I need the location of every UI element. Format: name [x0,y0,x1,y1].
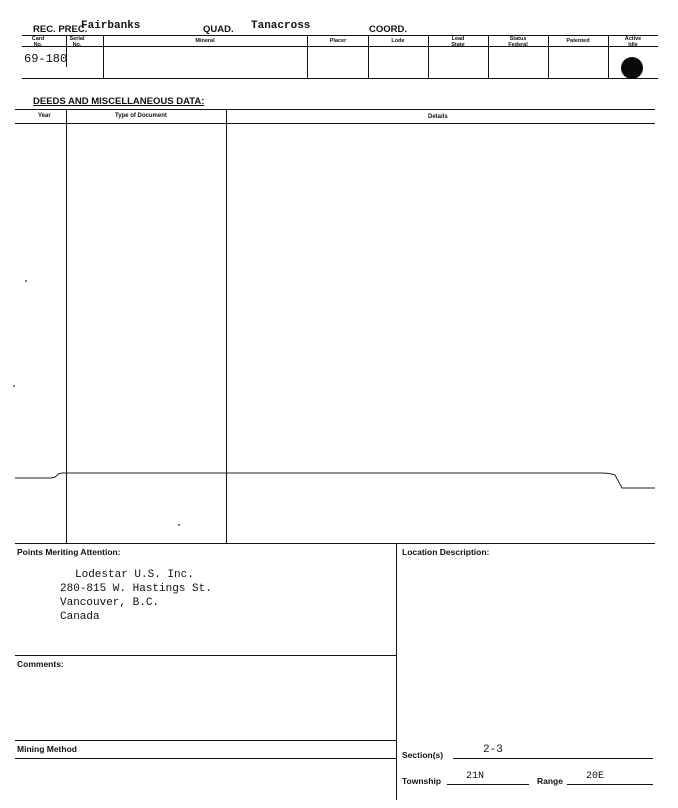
header-bottom-line [22,78,658,79]
deeds-col-type: Type of Document [115,113,167,119]
range-label: Range [537,776,563,786]
speck [178,524,180,526]
col-divider [368,35,369,78]
header-top-line [22,35,658,36]
rec-prec-label: REC. PREC. [33,24,88,35]
col-active-idle: Active Idle [624,36,642,48]
township-underline [447,784,529,785]
township-label: Township [402,776,442,786]
deeds-col-details: Details [428,114,448,120]
range-value: 20E [586,771,605,782]
rec-prec-value: Fairbanks [81,20,141,32]
bottom-vertical-divider [396,543,397,800]
township-value: 21N [466,771,485,782]
col-divider [548,35,549,78]
section-value: 2-3 [483,744,503,756]
card-no-value: 69-180 [24,52,68,66]
col-divider [488,35,489,78]
col-lode: Lode [391,38,405,44]
coord-label: COORD. [369,24,407,35]
section-underline [453,758,653,759]
mining-method-label: Mining Method [17,744,77,754]
comments-top-line [15,655,396,656]
col-serial-no: Serial No. [69,36,85,48]
points-label: Points Meriting Attention: [17,547,121,557]
col-divider [307,35,308,78]
page-fold-line [0,468,678,492]
col-mineral: Mineral [195,38,215,44]
range-underline [567,784,653,785]
speck [13,385,15,387]
col-patented: Patented [566,38,590,44]
col-card-no: Card No. [31,36,45,48]
col-lead-state: Lead State [451,36,465,48]
points-line-1: Lodestar U.S. Inc. [75,569,194,581]
location-label: Location Description: [402,547,490,557]
col-divider [608,35,609,78]
deeds-top-line [15,109,655,110]
deeds-bottom-line [15,543,655,544]
col-divider [103,35,104,78]
section-label: Section(s) [402,750,444,760]
points-line-4: Canada [60,611,100,623]
col-divider [428,35,429,78]
mining-top-line [15,740,396,741]
quad-value: Tanacross [251,20,311,32]
points-line-3: Vancouver, B.C. [60,597,160,609]
deeds-col-year: Year [38,113,51,119]
mining-bottom-line [15,758,396,759]
points-line-2: 280-815 W. Hastings St. [60,583,212,595]
speck [25,280,27,282]
col-placer: Placer [329,38,347,44]
header-mid-line [22,46,658,47]
comments-label: Comments: [17,659,64,669]
deeds-title: DEEDS AND MISCELLANEOUS DATA: [33,96,205,107]
active-dot-mark [621,57,643,79]
col-status-federal: Status Federal [508,36,528,48]
quad-label: QUAD. [203,24,234,35]
deeds-head-line [15,123,655,124]
